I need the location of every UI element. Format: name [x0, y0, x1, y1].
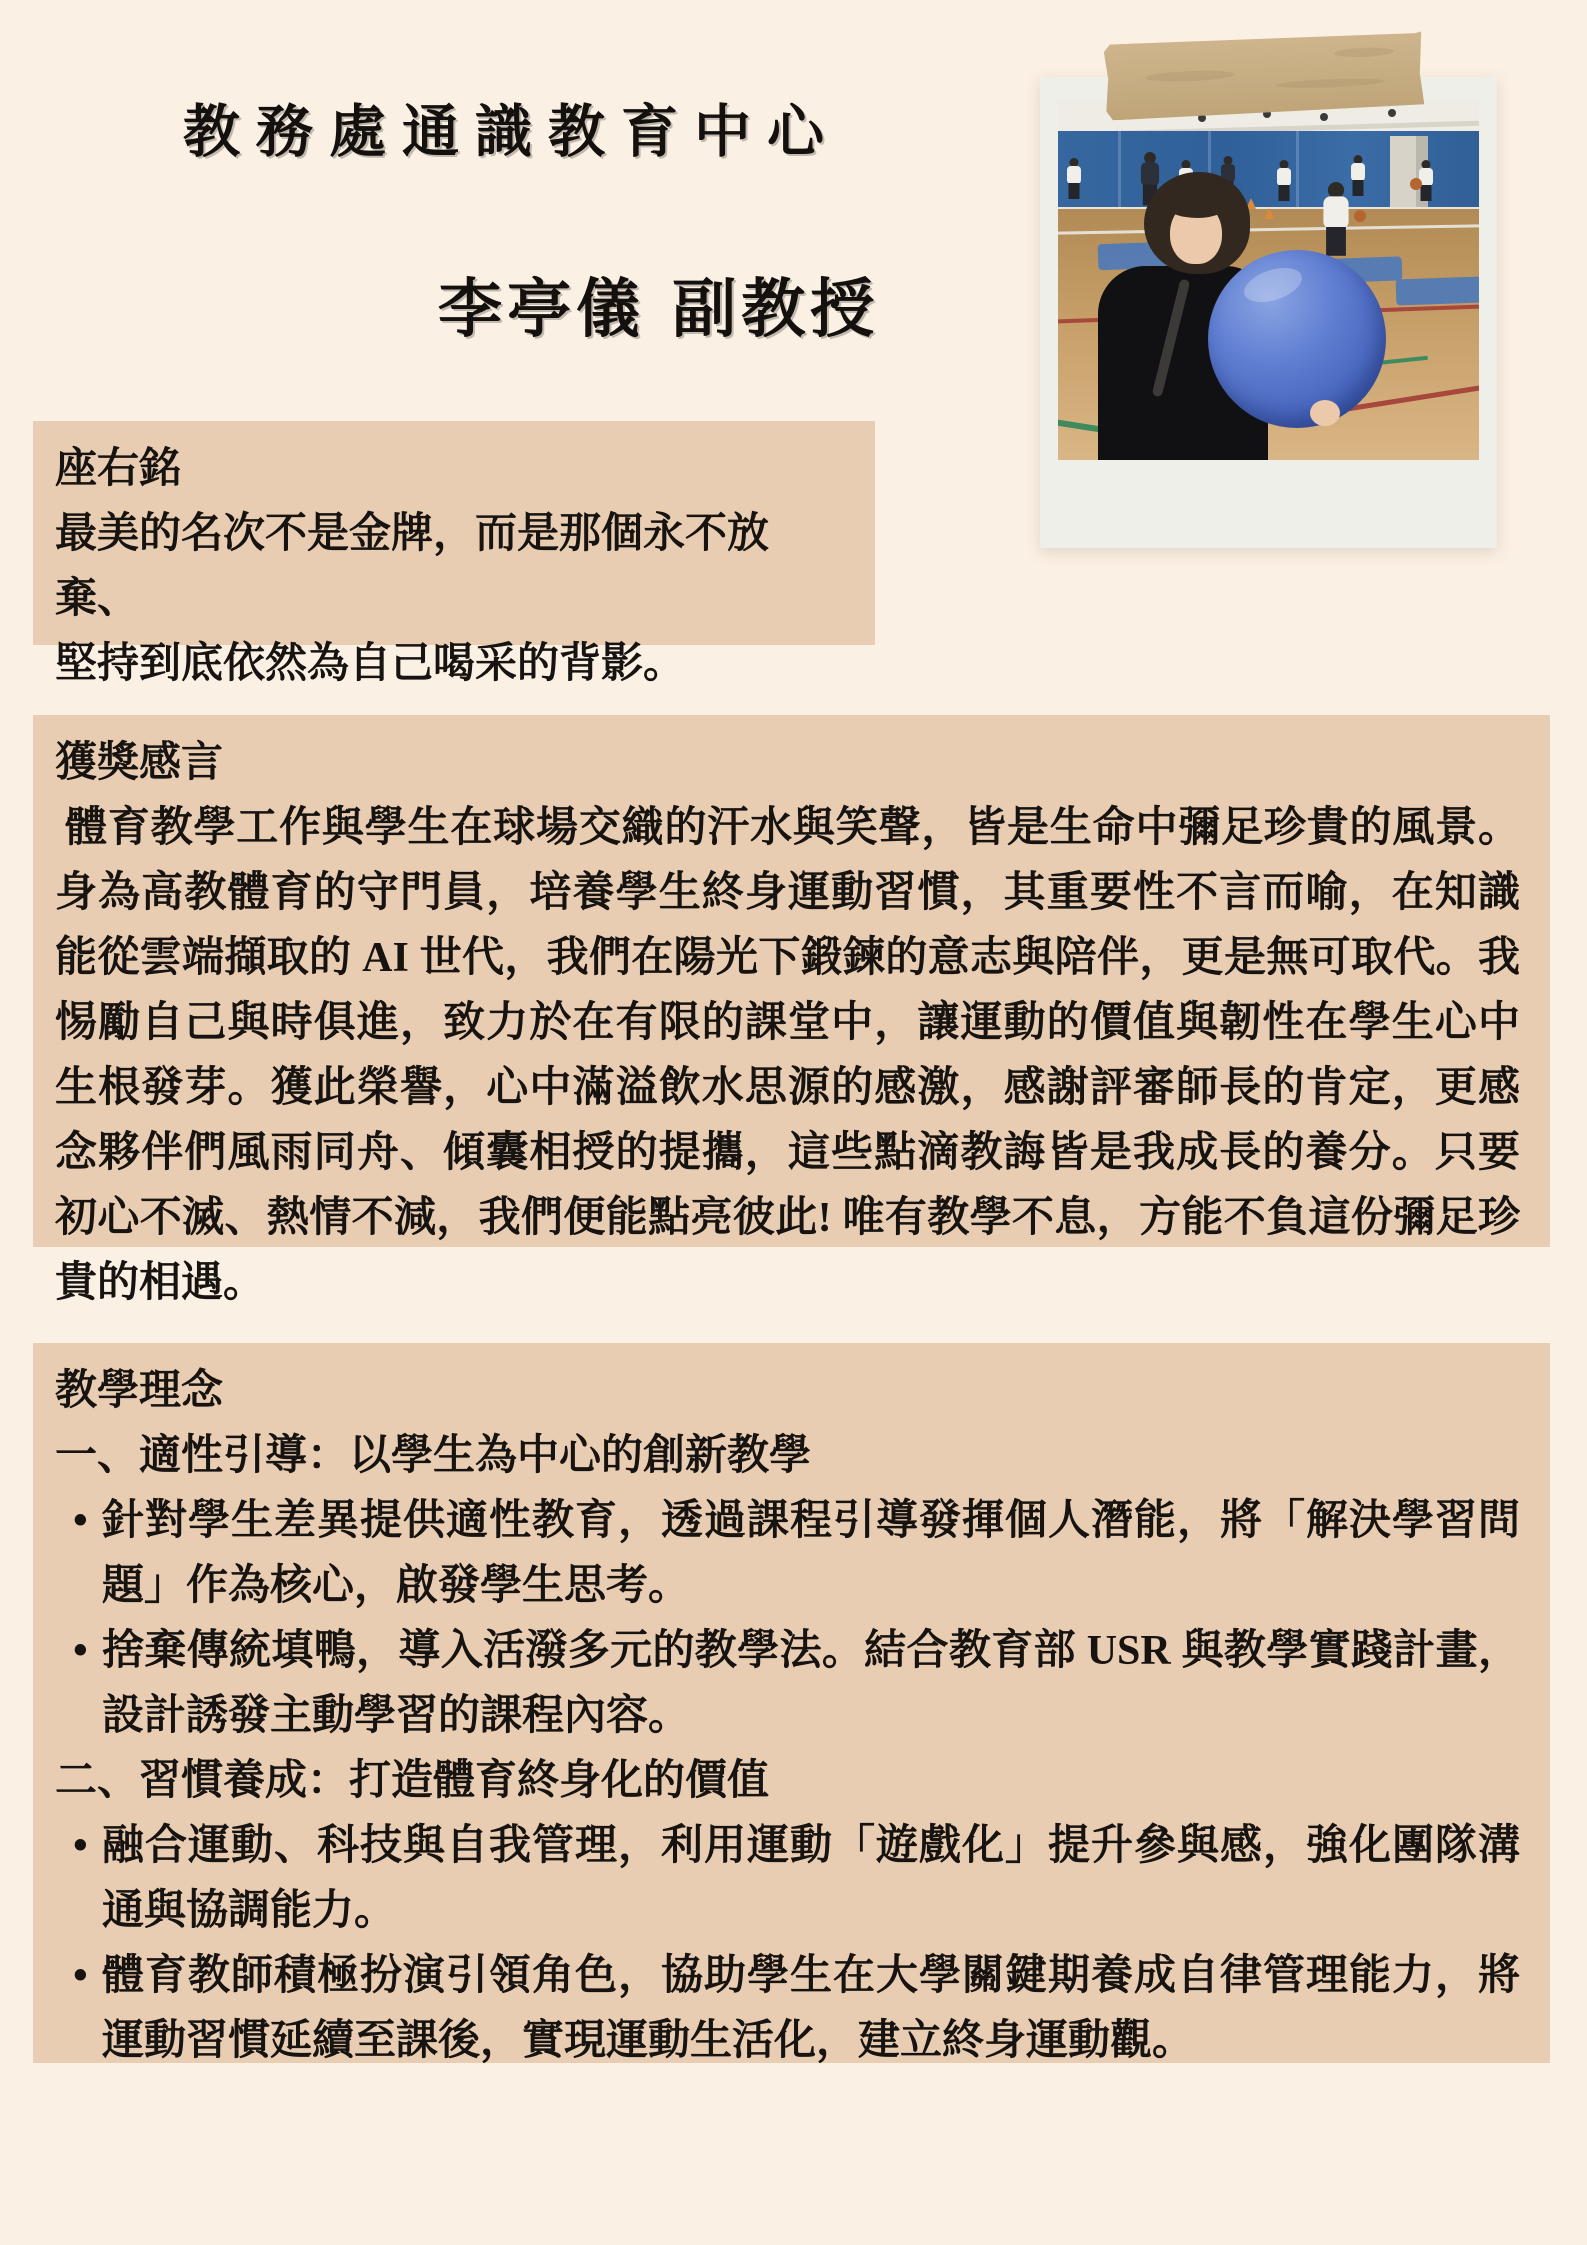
- philosophy-bullet-text: 針對學生差異提供適性教育，透過課程引導發揮個人潛能，將「解決學習問題」作為核心，啟發學生思考。: [102, 1498, 1520, 1609]
- professor-name-title: 李亭儀 副教授: [438, 273, 880, 347]
- philosophy-bullet-text: 捨棄傳統填鴨，導入活潑多元的教學法。結合教育部 USR 與教學實踐計畫，設計誘發主動學習的課程內容。: [102, 1628, 1520, 1739]
- motto-line: 最美的名次不是金牌，而是那個永不放棄、: [55, 511, 770, 622]
- gym-photo: [1058, 100, 1479, 460]
- bullet-icon: •: [73, 1823, 88, 1869]
- training-cone: [1264, 208, 1274, 219]
- portrait-polaroid: [1040, 77, 1497, 548]
- philosophy-bullet: [55, 1489, 1520, 1619]
- bullet-icon: •: [73, 1953, 88, 1999]
- award-speech-body: 體育教學工作與學生在球場交織的汗水與笑聲，皆是生命中彌足珍貴的風景。身為高教體育的守門員，培養學生終身運動習慣，其重要性不言而喻，在知識能從雲端擷取的 AI 世代，我們在陽光下鍛鍊的意志與陪伴，更是無可取代。我惕勵自己與時俱進，致力於在有限的課堂中，讓運動的價值與韌性在學生心中生根發芽。獲此榮譽，心中滿溢飲水思源的感激，感謝評審師長的肯定，更感念夥伴們風雨同舟、傾囊相授的提攜，這些點滴教誨皆是我成長的養分。只要初心不滅、熱情不減，我們便能點亮彼此! 唯有教學不息，方能不負這份彌足珍貴的相遇。: [55, 805, 1520, 1306]
- philosophy-heading: 教學理念: [55, 1368, 224, 1414]
- motto-heading: 座右銘: [55, 446, 182, 492]
- philosophy-bullet-text: 融合運動、科技與自我管理，利用運動「遊戲化」提升參與感，強化團隊溝通與協調能力。: [102, 1823, 1520, 1934]
- ceiling-light: [1320, 113, 1328, 121]
- basketball: [1354, 210, 1366, 222]
- motto-section: [33, 421, 875, 687]
- philosophy-bullet: [55, 1814, 1520, 1944]
- philosophy-bullet: [55, 1619, 1520, 1749]
- ceiling-light: [1388, 109, 1396, 117]
- basketball: [1410, 178, 1422, 190]
- gym-door: [1390, 136, 1416, 208]
- page-title: 教務處通識教育中心: [183, 99, 840, 165]
- philosophy-point-1: 一、適性引導：以學生為中心的創新教學: [55, 1433, 812, 1479]
- motto-line: 堅持到底依然為自己喝采的背影。: [55, 641, 686, 687]
- award-speech-section: [33, 715, 1550, 1306]
- bullet-icon: •: [73, 1498, 88, 1544]
- philosophy-bullet: [55, 1944, 1520, 2074]
- wall-panel: [1118, 131, 1121, 209]
- philosophy-point-2: 二、習慣養成：打造體育終身化的價值: [55, 1758, 770, 1804]
- teaching-philosophy-section: [33, 1343, 1550, 2063]
- award-speech-heading: 獲獎感言: [55, 740, 224, 786]
- blue-mat: [1396, 277, 1479, 306]
- wall-panel: [1296, 131, 1299, 209]
- portrait-woman-hand: [1310, 400, 1340, 426]
- philosophy-bullet-text: 體育教師積極扮演引領角色，協助學生在大學關鍵期養成自律管理能力，將運動習慣延續至課後，實現運動生活化，建立終身運動觀。: [102, 1953, 1520, 2064]
- bullet-icon: •: [73, 1628, 88, 1674]
